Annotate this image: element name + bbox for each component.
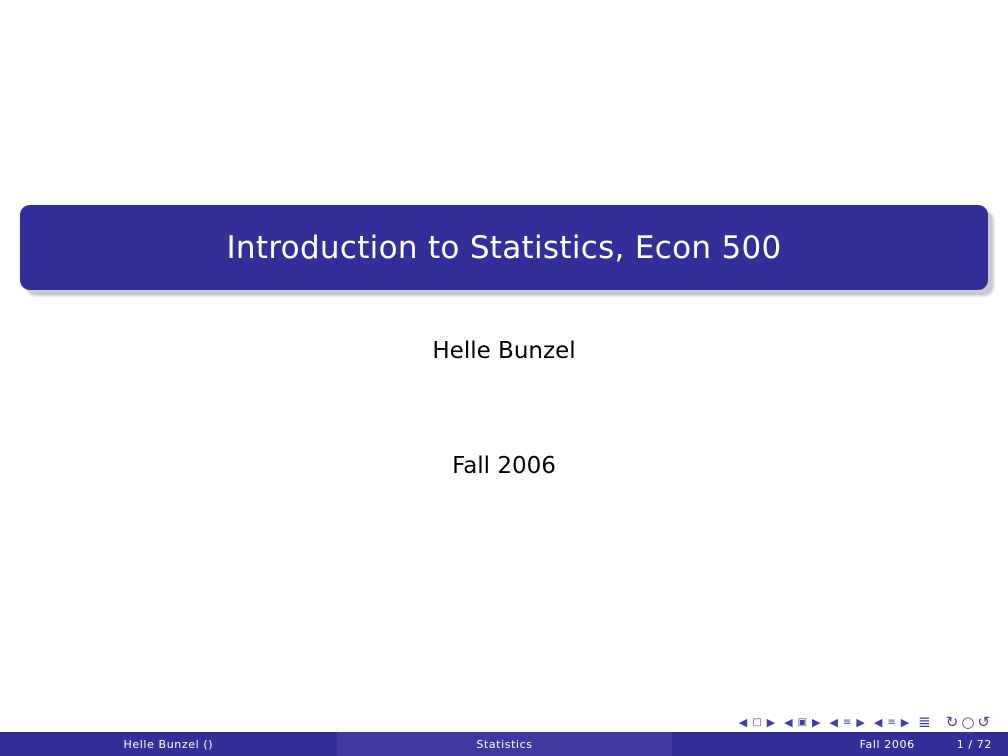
triangle-right-icon[interactable]: ▶ [766, 716, 776, 729]
navigation-symbols[interactable] [739, 715, 990, 730]
lines-icon[interactable]: ≡ [887, 716, 896, 728]
footer-right [672, 732, 1008, 756]
document-nav-group[interactable] [874, 717, 909, 728]
frame-nav-group[interactable] [739, 717, 775, 728]
slide-date: Fall 2006 [452, 453, 556, 479]
square-icon[interactable]: □ [752, 716, 762, 728]
back-icon[interactable]: ≣ [918, 713, 931, 731]
lines-icon[interactable]: ≡ [842, 716, 852, 728]
triangle-left-icon[interactable]: ◀ [829, 716, 838, 729]
footer-page-number: 1 / 72 [956, 737, 992, 751]
footer-author: Helle Bunzel () [0, 732, 337, 756]
triangle-left-icon[interactable]: ◀ [784, 716, 793, 729]
magnifier-icon[interactable]: ○ [961, 713, 975, 731]
double-square-icon[interactable]: ▣ [797, 716, 808, 728]
triangle-right-icon[interactable]: ▶ [856, 716, 865, 729]
search-controls[interactable] [946, 715, 990, 730]
title-block [20, 205, 988, 290]
subsection-nav-group[interactable] [784, 717, 820, 728]
author-name: Helle Bunzel [432, 338, 576, 364]
title-bar [20, 205, 988, 290]
circle-arrow-icon[interactable]: ↺ [977, 713, 990, 731]
triangle-left-icon[interactable]: ◀ [873, 716, 883, 729]
footline [0, 732, 1008, 756]
triangle-left-icon[interactable]: ◀ [738, 716, 748, 729]
page-title: Introduction to Statistics, Econ 500 [226, 229, 782, 266]
footer-date: Fall 2006 [859, 737, 915, 751]
triangle-right-icon[interactable]: ▶ [812, 716, 821, 729]
section-nav-group[interactable] [830, 717, 865, 728]
footer-subject: Statistics [337, 732, 673, 756]
circle-arrow-icon[interactable]: ↻ [945, 713, 959, 731]
triangle-right-icon[interactable]: ▶ [900, 716, 910, 729]
